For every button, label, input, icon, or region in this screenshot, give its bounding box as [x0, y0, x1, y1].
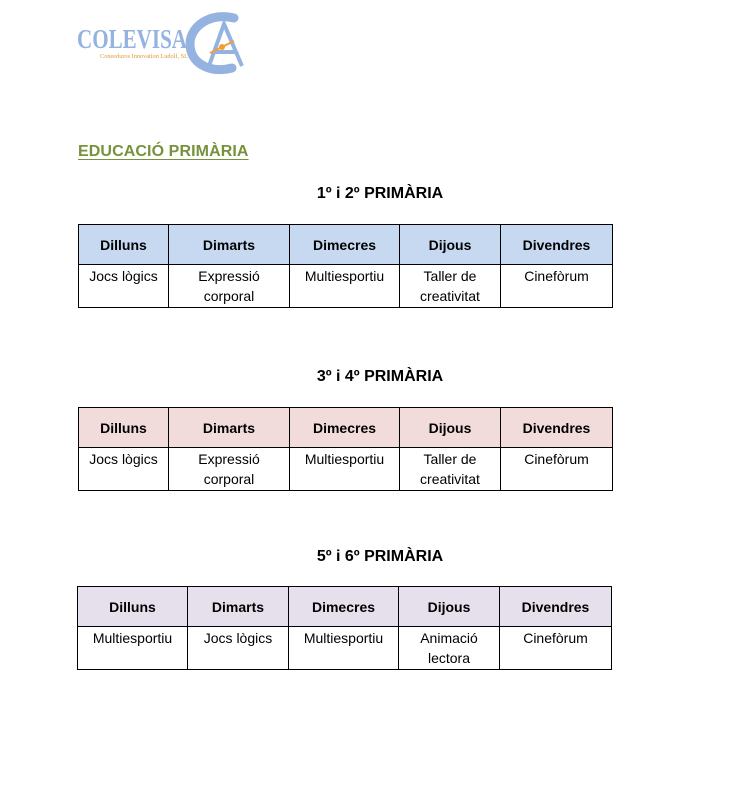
logo-wordmark: COLEVISA — [77, 24, 188, 54]
activity-cell: Multiesportiu — [78, 627, 188, 670]
table-header-row — [78, 587, 612, 627]
activity-cell: Multiesportiu — [289, 627, 399, 670]
activity-cell: Cinefòrum — [500, 627, 612, 670]
activity-cell: Multiesportiu — [290, 448, 400, 491]
day-header: Dilluns — [79, 408, 169, 448]
activity-cell: Taller de creativitat — [400, 448, 501, 491]
table-header-row — [79, 225, 613, 265]
activity-cell: Jocs lògics — [79, 265, 169, 308]
day-header: Dimecres — [289, 587, 399, 627]
table-header-row — [79, 408, 613, 448]
activity-cell: Cinefòrum — [501, 265, 613, 308]
activity-cell: Multiesportiu — [290, 265, 400, 308]
block-title-3-4: 3º i 4º PRIMÀRIA — [316, 368, 444, 385]
day-header: Dimecres — [290, 408, 400, 448]
table-row — [79, 448, 613, 491]
day-header: Dijous — [400, 408, 501, 448]
day-header: Dilluns — [79, 225, 169, 265]
activity-cell: Expressió corporal — [169, 265, 290, 308]
activity-cell: Cinefòrum — [501, 448, 613, 491]
activity-cell: Animació lectora — [399, 627, 500, 670]
day-header: Dijous — [400, 225, 501, 265]
block-title-5-6: 5º i 6º PRIMÀRIA — [316, 548, 444, 565]
day-header: Dilluns — [78, 587, 188, 627]
day-header: Divendres — [501, 225, 613, 265]
table-row — [79, 265, 613, 308]
day-header: Dimecres — [290, 225, 400, 265]
table-row — [78, 627, 612, 670]
block-title-1-2: 1º i 2º PRIMÀRIA — [316, 185, 444, 202]
day-header: Divendres — [501, 408, 613, 448]
activity-cell: Jocs lògics — [79, 448, 169, 491]
day-header: Dimarts — [188, 587, 289, 627]
activity-cell: Expressió corporal — [169, 448, 290, 491]
logo-tagline: Coneeduros Innovation Ludolf, SL — [100, 54, 184, 60]
schedule-table-3-4 — [78, 407, 613, 491]
activity-cell: Jocs lògics — [188, 627, 289, 670]
schedule-table-5-6 — [77, 586, 612, 670]
activity-cell: Taller de creativitat — [400, 265, 501, 308]
day-header: Dimarts — [169, 408, 290, 448]
day-header: Dimarts — [169, 225, 290, 265]
section-heading: EDUCACIÓ PRIMÀRIA — [78, 143, 249, 160]
day-header: Divendres — [500, 587, 612, 627]
schedule-table-1-2 — [78, 224, 613, 308]
day-header: Dijous — [399, 587, 500, 627]
colevisa-logo — [76, 10, 251, 76]
